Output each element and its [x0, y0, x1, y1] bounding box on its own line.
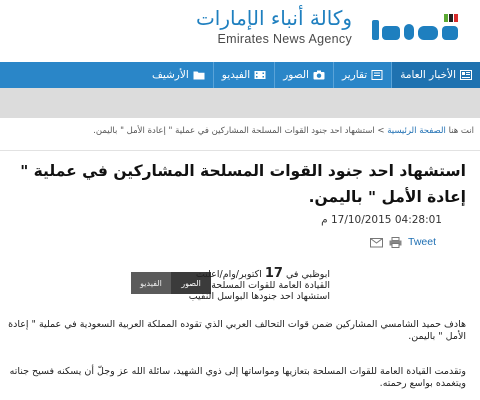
breadcrumb-prefix: انت هنا — [448, 126, 474, 136]
breadcrumb — [6, 125, 474, 138]
article-paragraph-1: هادف حميد الشامسي المشاركين ضمن قوات التحالف العربي الذي تقوده المملكة العربية السعودية في عملية " إعادة الأمل " باليمن. — [8, 319, 466, 342]
main-nav — [0, 62, 480, 88]
video-icon — [254, 70, 266, 80]
article-paragraph-2: وتقدمت القيادة العامة للقوات المسلحة بتعازيها ومواساتها إلى ذوي الشهيد، سائلة الله عز وجلّ أن يسكنه فسيح جناته ويتغمده بواسع رحمته. — [9, 366, 466, 389]
folder-icon — [193, 70, 205, 80]
logo-english-text: Emirates News Agency — [217, 32, 352, 46]
article-line-1-suffix: اكتوبر/وام/اعلنت — [195, 269, 265, 280]
news-icon — [460, 70, 472, 80]
reports-icon — [371, 70, 383, 80]
share-tools — [370, 236, 436, 248]
nav-label-reports: تقارير — [341, 69, 368, 81]
nav-label-video: الفيديو — [221, 69, 251, 81]
email-icon[interactable] — [370, 237, 383, 248]
article-day-number: 17 — [264, 266, 283, 281]
nav-label-general-news: الأخبار العامة — [400, 69, 456, 81]
camera-icon — [313, 70, 325, 80]
divider — [0, 150, 480, 151]
media-tab-video[interactable]: الفيديو — [131, 272, 171, 294]
article-line-2: القيادة العامة للقوات المسلحة — [211, 280, 330, 291]
article-date: 04:28:01 17/10/2015 م — [321, 214, 442, 226]
breadcrumb-home-link[interactable]: الصفحة الرئيسية — [387, 126, 446, 136]
nav-item-archive[interactable] — [144, 62, 213, 88]
nav-label-photos: الصور — [283, 69, 309, 81]
nav-item-reports[interactable] — [334, 62, 391, 88]
nav-label-archive: الأرشيف — [151, 69, 189, 81]
wam-logo[interactable] — [370, 10, 466, 50]
article-line-3: استشهاد احد جنودها البواسل النقيب — [188, 291, 330, 302]
logo-arabic-text: وكالة أنباء الإمارات — [195, 6, 352, 30]
sub-nav-bar — [0, 88, 480, 118]
nav-item-photos[interactable] — [275, 62, 333, 88]
nav-item-video[interactable] — [214, 62, 274, 88]
article-line-1 — [4, 268, 330, 280]
print-icon[interactable] — [389, 237, 402, 248]
breadcrumb-current: استشهاد احد جنود القوات المسلحة المشاركين في عملية " إعادة الأمل " باليمن. — [93, 126, 375, 136]
site-header — [0, 0, 480, 62]
article-lead — [4, 268, 330, 302]
article-line-1-prefix: ابوظبي في — [282, 269, 330, 280]
nav-item-general-news[interactable] — [392, 62, 480, 88]
article-title: استشهاد احد جنود القوات المسلحة المشاركين في عملية " إعادة الأمل " باليمن. — [20, 162, 466, 206]
tweet-button[interactable]: Tweet — [408, 236, 437, 248]
breadcrumb-separator: > — [377, 126, 385, 136]
media-tab-photos[interactable]: الصور — [171, 272, 211, 294]
